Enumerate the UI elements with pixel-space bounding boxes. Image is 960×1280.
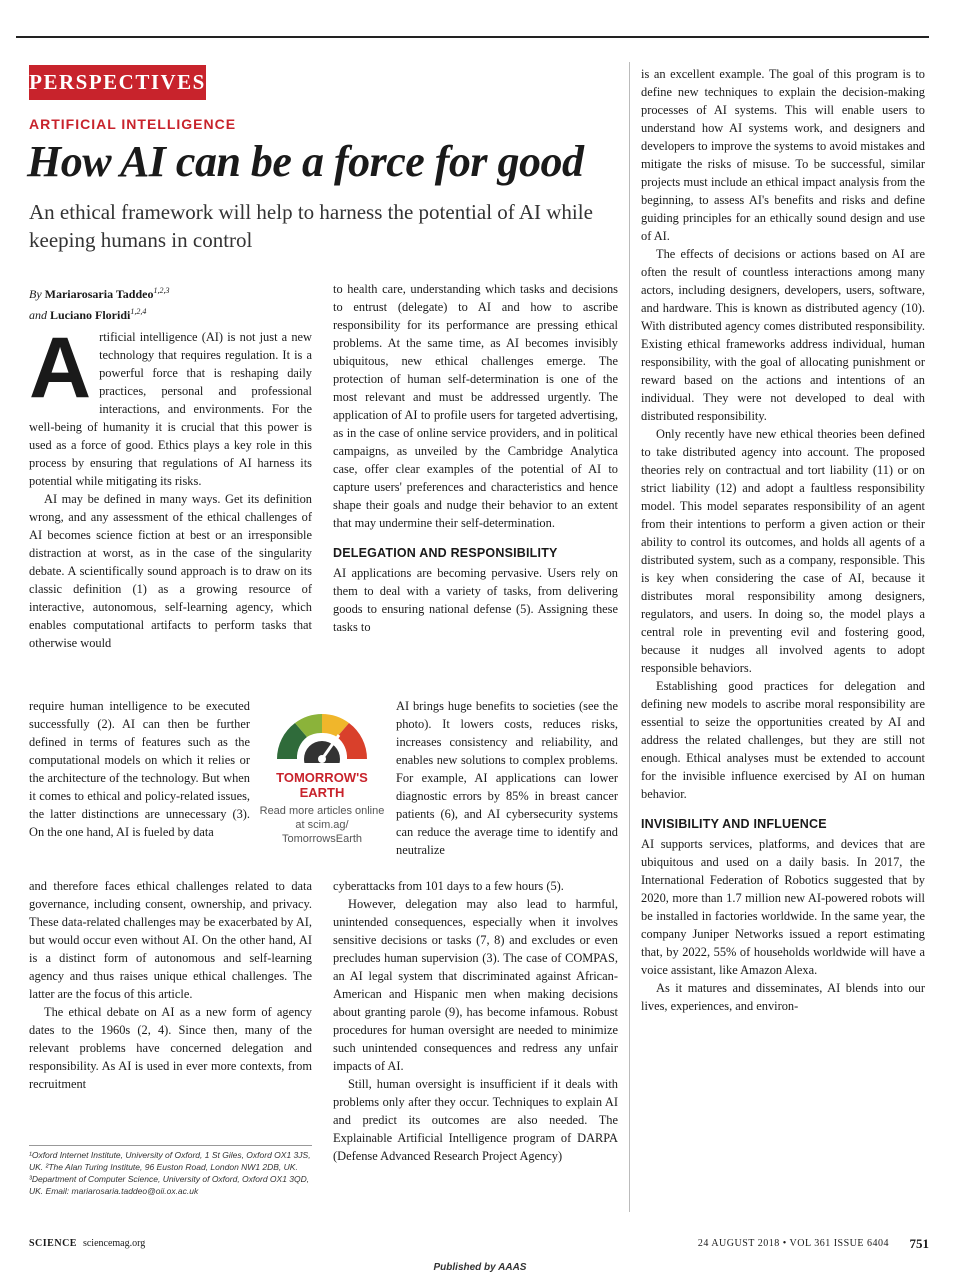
issue-info: 24 AUGUST 2018 • VOL 361 ISSUE 6404 xyxy=(697,1238,889,1249)
paragraph: The ethical debate on AI as a new form of agency dates to the 1960s (2, 4). Since then, many of the relevant problems have concerned delegation and responsibility. As AI is used in ever more contexts, from recruitment xyxy=(29,1005,312,1091)
paragraph: The effects of decisions or actions based on AI are often the result of countless interactions among many actors, including designers, developers, users, software, and hardware. This is known as distributed agency (10). With distributed agency comes distributed responsibility. Existing ethical frameworks address individual, human responsibility, with the goal of allocating punishment or reward based on the actions and intentions of an individual. They were not developed to deal with distributed responsibility. xyxy=(641,247,925,423)
paragraph: cyberattacks from 101 days to a few hours (5). xyxy=(333,879,564,893)
gauge-icon xyxy=(267,701,377,763)
paragraph: AI supports services, platforms, and devices that are ubiquitous and used on a daily basis. In 2017, the International Federation of Robotics suggested that by 2020, more than 1.7 million new AI-powered robots will be installed in factories worldwide. In the same year, the company Juniper Networks issued a report estimating that, by 2022, 55% of households worldwide will have a voice assistant, like Amazon Alexa. xyxy=(641,837,925,977)
tomorrows-earth-inset[interactable] xyxy=(259,701,385,861)
paragraph: As it matures and disseminates, AI blends into our lives, experiences, and environ- xyxy=(641,981,925,1013)
journal-site[interactable]: sciencemag.org xyxy=(82,1238,146,1249)
paragraph: Only recently have new ethical theories been defined to take distributed agency into account. The proposed theories rely on contractual and tort liability (11) or on strict liability (12) and adopt a faultless responsibility model. This model separates responsibility of an agent from their intentions to perform a given action or their ability to control its outcomes, and holds all agents of a distributed system, such as a company, responsible. This is key when considering the case of AI, because it distributes moral responsibility among designers, regulators, and users. In doing so, the model plays a central role in preventing evil and fostering good, because it nudges all involved agents to adopt responsible behaviors. xyxy=(641,427,925,675)
journal-name: SCIENCE xyxy=(29,1238,77,1249)
paragraph: require human intelligence to be executed successfully (2). AI can then be further defined in terms of features such as the computational models on which it relies or the architecture of the technology. But when it comes to ethical and policy-related issues, the latter distinctions are unnecessary (3). On the one hand, AI is fueled by data xyxy=(29,699,250,839)
column-3 xyxy=(641,65,925,1015)
column-1 xyxy=(29,320,312,652)
section-badge: PERSPECTIVES xyxy=(29,65,206,100)
column-1-lower xyxy=(29,877,312,1093)
paragraph: and therefore faces ethical challenges related to data governance, including consent, ownership, and privacy. These data-related challenges may be exacerbated by AI, but would occur even without AI. On the other hand, AI is a distinct form of autonomous and self-learning agency and thus raises unique ethical challenges. The latter are the focus of this article. xyxy=(29,879,312,1001)
column-2-lower xyxy=(333,877,618,1165)
column-2-wrap xyxy=(396,697,618,859)
column-2 xyxy=(333,280,618,636)
inset-title: TOMORROW'S EARTH xyxy=(276,770,368,800)
drop-cap: A xyxy=(29,320,92,416)
paragraph: AI may be defined in many ways. Get its definition wrong, and any assessment of the ethical challenges of AI becomes science fiction at best or an irresponsible distraction at worst, as in the case of the singularity debate. A scientifically sound approach is to draw on its classic definition (1) as a growing resource of interactive, autonomous, self-learning agency, which enables computational artifacts to perform tasks that otherwise would xyxy=(29,492,312,650)
inset-link[interactable]: Read more articles online at scim.ag/ TomorrowsEarth xyxy=(259,805,385,845)
paragraph: Still, human oversight is insufficient if it deals with problems only after they occur. Techniques to explain AI and predict its outcomes are also needed. The Explainable Artificial Intelligence program of DARPA (Defense Advanced Research Project Agency) xyxy=(333,1077,618,1163)
paragraph: AI brings huge benefits to societies (see the photo). It lowers costs, reduces risks, increases consistency and reliability, and enables new solutions to complex problems. For example, AI applications can lower diagnostic errors by 85% in breast cancer patients (6), and AI cybersecurity systems can reduce the average time to identify and neutralize xyxy=(396,699,618,857)
author-2: Luciano Floridi xyxy=(50,308,131,322)
section-heading: DELEGATION AND RESPONSIBILITY xyxy=(333,546,558,560)
section-heading: INVISIBILITY AND INFLUENCE xyxy=(641,817,827,831)
publisher-line: Published by AAAS xyxy=(433,1262,527,1273)
paragraph: to health care, understanding which tasks and decisions to entrust (delegate) to AI and how to ascribe responsibility for its performance are pressing ethical problems. At the same time, as AI becomes invisibly ubiquitous, new ethical challenges emerge. The protection of human self-determination is one of the most relevant and must be addressed urgently. The application of AI to profile users for targeted advertising, as in the case of online service providers, and in political campaigns, as unveiled by the Cambridge Analytica case, offer clear examples of the potential of AI to capture users' preferences and characteristics and hence shape their goals and nudge their behavior to an extent that may undermine their self-determination. xyxy=(333,282,618,530)
paragraph: However, delegation may also lead to harmful, unintended consequences, especially when it involves sensitive decisions or tasks (7, 8) and excludes or even precludes human supervision (3). The case of COMPAS, an AI legal system that discriminated against African-American and Hispanic men when making decisions about granting parole (9), has become infamous. Robust procedures for human oversight are needed to minimize such unintended consequences and redress any unfair impacts of AI. xyxy=(333,897,618,1073)
article-subtitle: An ethical framework will help to harness the potential of AI while keeping humans in control xyxy=(29,200,593,252)
paragraph: Artificial intelligence (AI) is not just a new technology that requires regulation. It is a powerful force that is reshaping daily practices, personal and professional interactions, and environments. For the well-being of humanity it is crucial that this power is used as a force of good. Ethics plays a key role in this process by ensuring that regulations of AI harness its potential while mitigating its risks. xyxy=(29,320,312,488)
author-1: Mariarosaria Taddeo xyxy=(44,287,154,301)
article-title: How AI can be a force for good xyxy=(27,137,584,186)
page-number: 751 xyxy=(909,1236,929,1251)
affiliations-footnote: ¹Oxford Internet Institute, University of Oxford, 1 St Giles, Oxford OX1 3JS, UK. ²The Alan Turing Institute, 96 Euston Road, London NW1 2DB, UK. ³Department of Computer Science, University of Oxford, Oxford OX1 3QD, UK. Email: mariarosaria.taddeo@oii.ox.ac.uk xyxy=(29,1145,312,1197)
top-rule xyxy=(16,36,929,38)
byline: By Mariarosaria Taddeo$^{1,2,3}$ and Luciano Floridi$^{1,2,4}$ xyxy=(29,286,170,322)
paragraph: is an excellent example. The goal of this program is to define new techniques to explain the decision-making processes of AI systems. This will enable users to understand how AI systems work, and designers and developers to improve the systems to avoid mistakes and mitigate the risks of misuse. To be successful, similar projects must include an ethical impact analysis from the beginning, to assess AI's benefits and risks and define guiding principles for an ethically sound design and use of AI. xyxy=(641,67,925,243)
column-1-wrap xyxy=(29,697,250,841)
paragraph: Establishing good practices for delegation and defining new models to ascribe moral responsibility are essential to seize the opportunities created by AI and address the related challenges, but they are still not enough. Ethical analyses must be extended to account for the invisible influence exercised by AI on human behavior. xyxy=(641,679,925,801)
paragraph: AI applications are becoming pervasive. Users rely on them to deal with a variety of tasks, from delivering goods to ensuring national defense (5). Assigning these tasks to xyxy=(333,566,618,634)
kicker: ARTIFICIAL INTELLIGENCE xyxy=(29,116,237,132)
column-rule xyxy=(629,62,630,1212)
